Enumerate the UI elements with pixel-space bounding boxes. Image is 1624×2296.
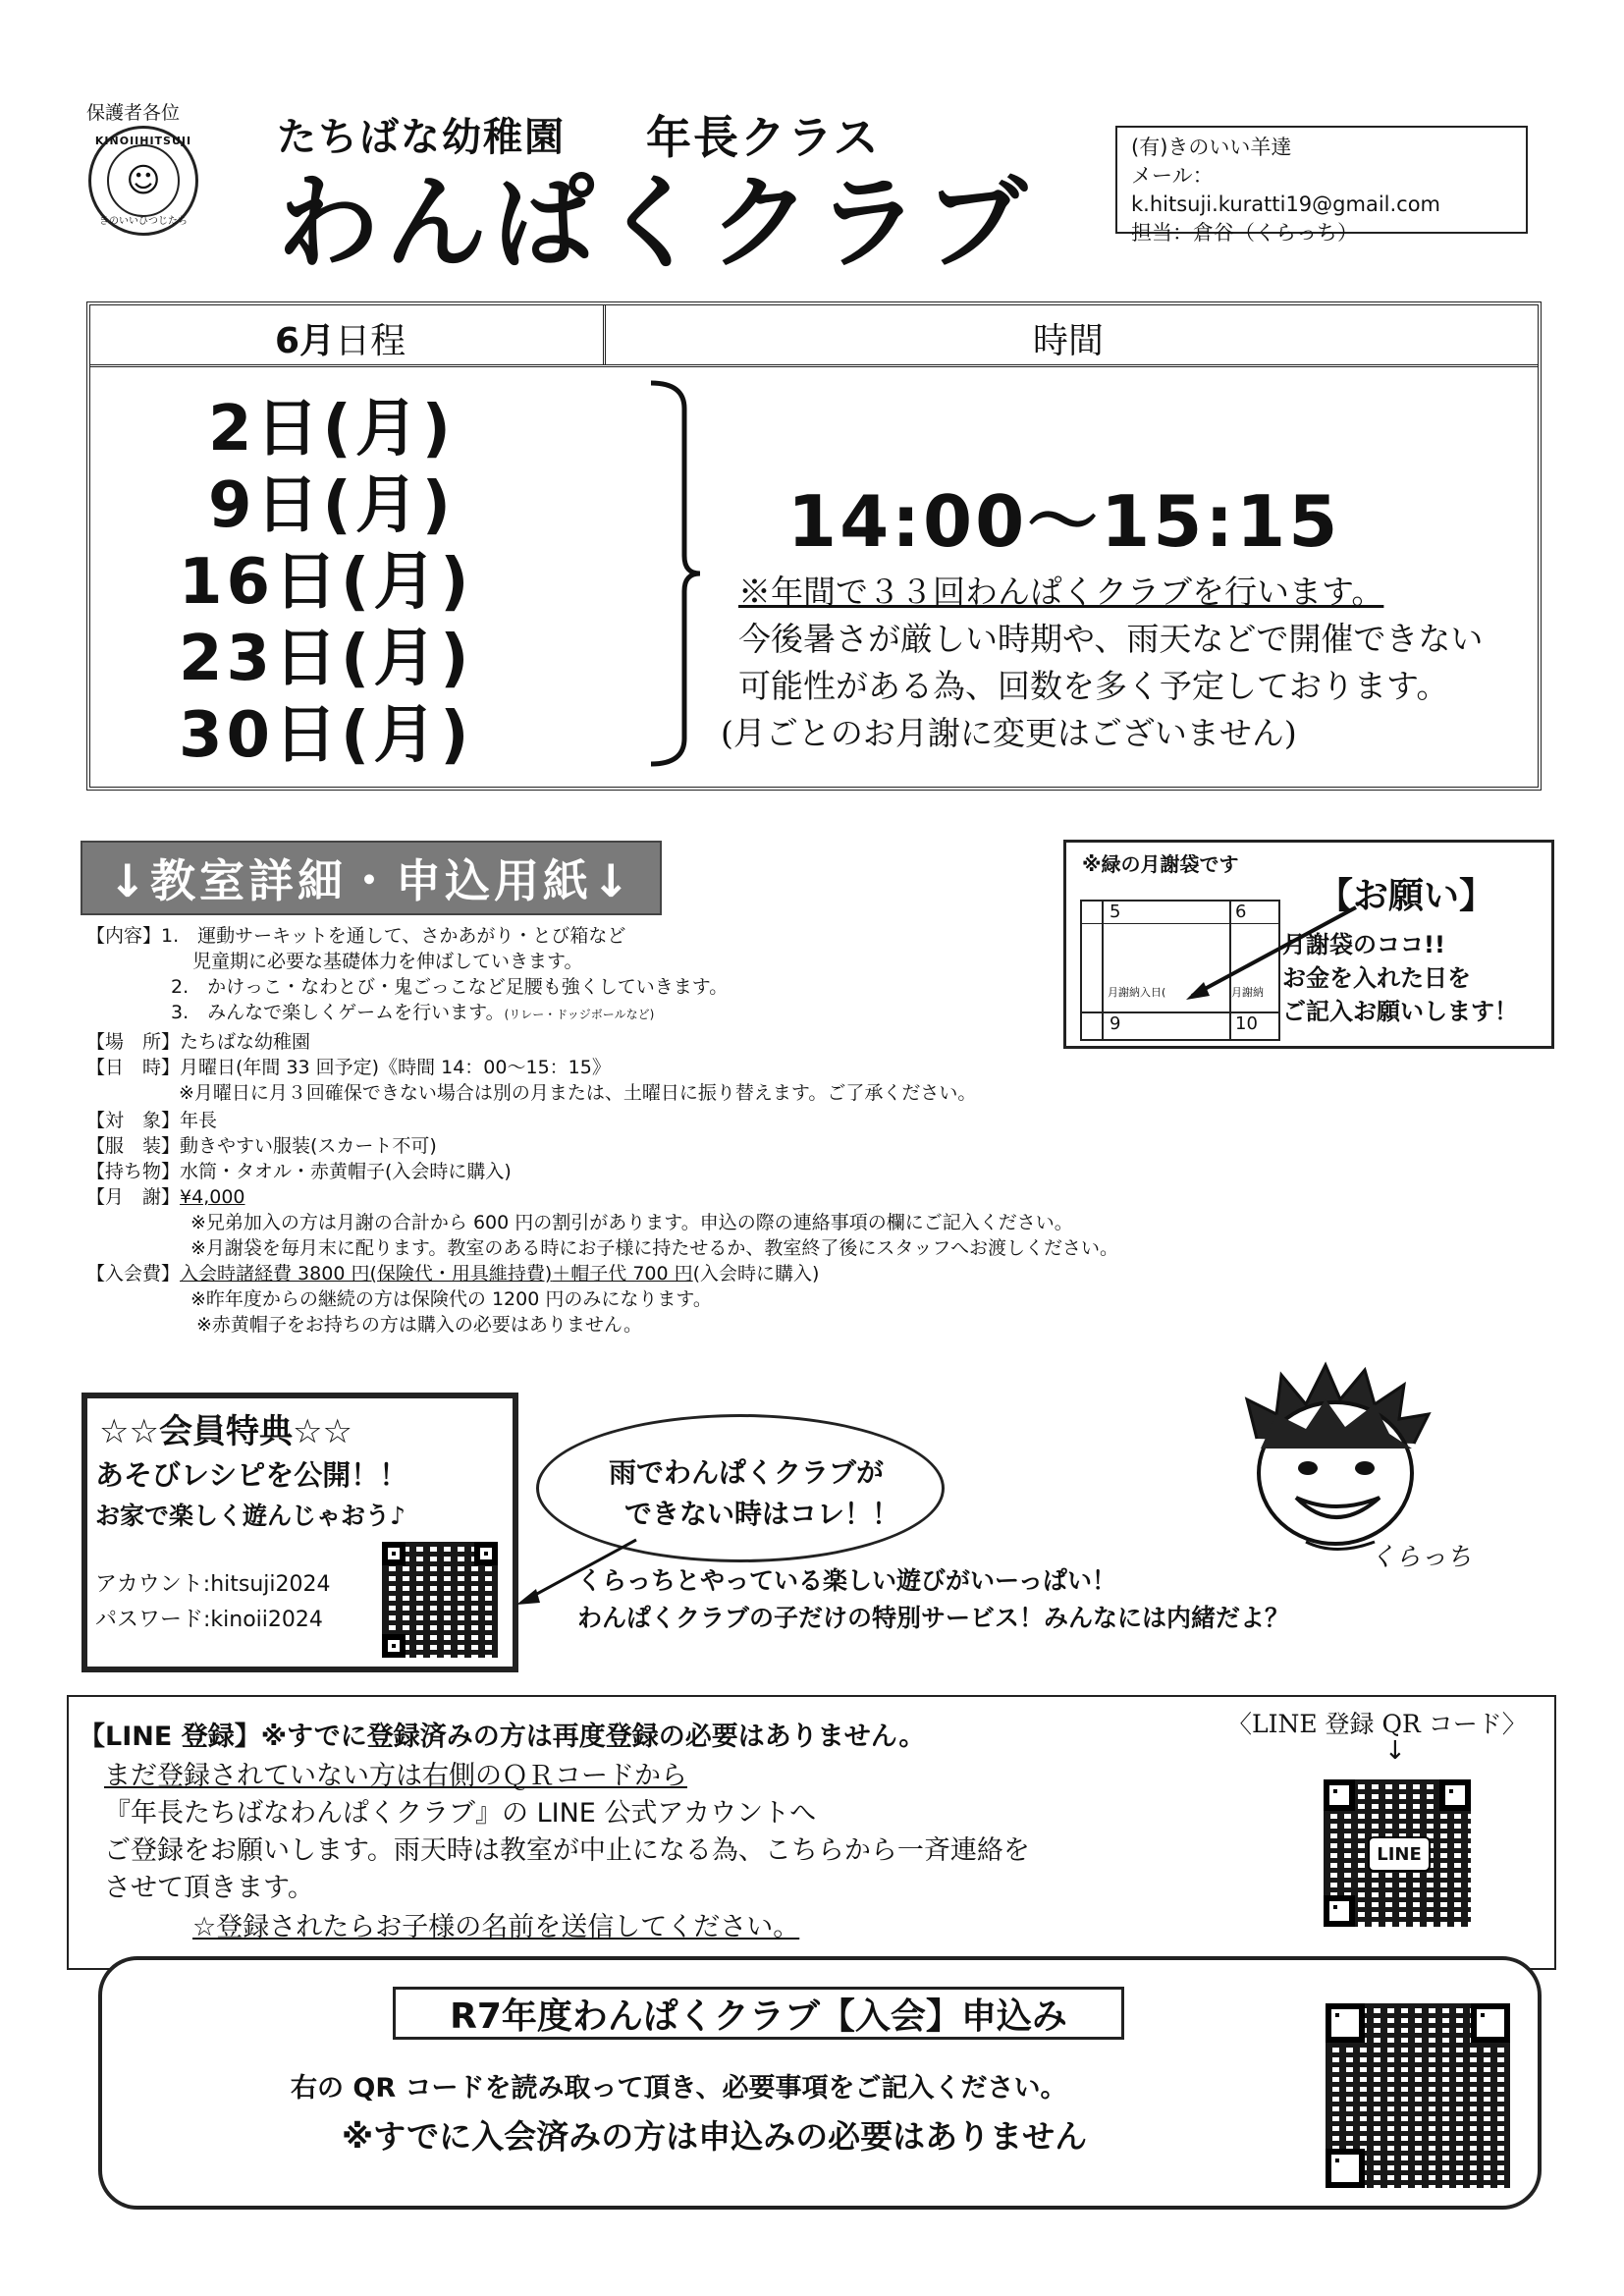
bubble-line-2: できない時はコレ！！ (624, 1498, 900, 1530)
detail-text: 3. みんなで楽しくゲームを行います。 (171, 1002, 505, 1023)
detail-line: 児童期に必要な基礎体力を伸ばしていきます。 (192, 951, 583, 972)
line-qr-code[interactable] (1324, 1779, 1471, 1927)
request-line-3: ご記入お願いします！ (1282, 998, 1518, 1025)
fee-label: 【月 謝】 (86, 1186, 181, 1208)
bracket-icon (645, 379, 704, 768)
page-title: わんぱくクラブ (277, 163, 1034, 283)
detail-line (171, 998, 654, 1024)
entry-fee: 入会時諸経費 3800 円 (180, 1263, 370, 1285)
time-header-label: 時間 (1033, 321, 1105, 361)
bubble-line-1: 雨でわんぱくクラブが (609, 1456, 885, 1489)
bag-caption: ※緑の月謝袋です (1082, 852, 1239, 876)
application-line-2: ※すでに入会済みの方は申込みの必要はありません (342, 2117, 1088, 2156)
company-logo (88, 126, 198, 236)
detail-line: 2. かけっこ・なわとび・鬼ごっこなど足腰も強くしていきます。 (171, 976, 729, 998)
schedule-label: 日程 (335, 321, 406, 361)
member-benefit-box (81, 1393, 518, 1672)
detail-line: 【日 時】月曜日(年間 33 回予定)《時間 14：00～15：15》 (86, 1057, 611, 1078)
line-reg-line-2: 『年長たちばなわんぱくクラブ』の LINE 公式アカウントへ (104, 1798, 817, 1829)
detail-line: 【内容】1. 運動サーキットを通して、さかあがり・とび箱など (86, 925, 626, 947)
member-title: ☆☆会員特典☆☆ (99, 1412, 352, 1451)
promo-line-2: わんぱくクラブの子だけの特別サービス！みんなには内緒だよ？ (577, 1604, 1290, 1632)
schedule-table (86, 301, 1542, 791)
game-note: (リレー・ドッジボールなど) (504, 1008, 655, 1021)
entry-fee-label: 【入会費】 (86, 1263, 181, 1285)
class-time: 14:00～15:15 (787, 480, 1341, 563)
bag-paid-date-label: 月謝納入日( (1108, 986, 1166, 999)
contact-box (1115, 126, 1528, 245)
bag-cell-6: 6 (1235, 902, 1247, 922)
schedule-note-4: (月ごとのお月謝に変更はございません) (721, 714, 1297, 752)
detail-line: ※昨年度からの継続の方は保険代の 1200 円のみになります。 (190, 1288, 712, 1310)
line-reg-line-3: ご登録をお願いします。雨天時は教室が中止になる為、こちらから一斉連絡を (104, 1835, 1030, 1866)
detail-line: 【持ち物】水筒・タオル・赤黄帽子(入会時に購入) (86, 1161, 512, 1182)
detail-line: ※兄弟加入の方は月謝の合計から 600 円の割引があります。申込の際の連絡事項の欄にご記入ください。 (190, 1212, 1073, 1233)
fee-bag-box (1063, 840, 1554, 1049)
detail-line: ※赤黄帽子をお持ちの方は購入の必要はありません。 (196, 1314, 643, 1336)
detail-line: 【場 所】たちばな幼稚園 (86, 1031, 311, 1053)
detail-line: 【対 象】年長 (86, 1110, 218, 1131)
bag-cell-5: 5 (1110, 902, 1121, 922)
request-line-2: お金を入れた日を (1282, 964, 1471, 992)
line-reg-line-4: させて頂きます。 (104, 1873, 314, 1903)
detail-line: ※月曜日に月３回確保できない場合は別の月または、土曜日に振り替えます。ご了承ください。 (179, 1082, 977, 1104)
logo-ring-text: KINOIIHITSUJI (94, 135, 192, 147)
kuratti-character-illustration (1227, 1360, 1453, 1566)
logo-bottom-text: きのいいひつじたち (99, 216, 188, 227)
detail-line: 【服 装】動きやすい服装(スカート不可) (86, 1135, 437, 1157)
member-line-2: お家で楽しく遊んじゃおう♪ (95, 1502, 406, 1530)
down-arrow-icon: ↓ (1384, 1736, 1406, 1766)
company-name: (有)きのいい羊達 (1131, 136, 1292, 159)
line-reg-title-note: ※すでに登録済みの方は再度登録の必要はありません。 (260, 1722, 926, 1752)
date-item: 16日(月) (179, 546, 473, 619)
application-title: R7年度わんぱくクラブ【入会】申込み (393, 1987, 1124, 2040)
line-reg-heading (79, 1715, 925, 1753)
line-reg-title: 【LINE 登録】 (79, 1722, 261, 1752)
monthly-fee: ¥4,000 (180, 1186, 245, 1208)
application-qr-code[interactable] (1326, 2003, 1510, 2188)
entry-fee-note: (保険代・用具維持費) (369, 1263, 553, 1285)
member-password: パスワード:kinoii2024 (95, 1608, 323, 1632)
header-divider (603, 305, 606, 364)
schedule-note-2: 今後暑さが厳しい時期や、雨天などで開催できない (738, 620, 1484, 658)
detail-line (86, 1182, 245, 1209)
application-line-1: 右の QR コードを読み取って頂き、必要事項をご記入ください。 (291, 2073, 1067, 2104)
line-qr-caption: 〈LINE 登録 QR コード〉 (1227, 1710, 1527, 1738)
date-item: 30日(月) (179, 699, 473, 772)
date-item: 2日(月) (208, 393, 456, 465)
line-reg-line-5: ☆登録されたらお子様の名前を送信してください。 (192, 1912, 800, 1942)
member-qr-code[interactable] (382, 1542, 498, 1658)
line-logo-icon: LINE (1368, 1836, 1431, 1872)
bag-cell-10: 10 (1235, 1013, 1258, 1034)
details-banner: ↓教室詳細・申込用紙↓ (81, 841, 662, 915)
recipient: 保護者各位 (86, 102, 181, 124)
date-item: 23日(月) (179, 623, 473, 695)
school-name: たちばな幼稚園 (277, 115, 566, 160)
schedule-note-1: ※年間で３３回わんぱくクラブを行います。 (738, 573, 1384, 611)
line-reg-line-1: まだ登録されていない方は右側のＱＲコードから (104, 1761, 687, 1791)
contact-person: 担当：倉谷（くらっち） (1131, 221, 1358, 245)
month-label: 6月 (275, 321, 336, 361)
contact-email: メール：k.hitsuji.kuratti19@gmail.com (1131, 164, 1441, 216)
bag-paid-label: 月謝納 (1231, 986, 1264, 999)
date-item: 9日(月) (208, 469, 456, 542)
schedule-header-label (275, 313, 406, 363)
hat-fee-note: (入会時に購入) (692, 1263, 820, 1285)
schedule-note-3: 可能性がある為、回数を多く予定しております。 (738, 667, 1449, 705)
sheep-face-icon: ☺ (107, 144, 180, 217)
request-title: 【お願い】 (1318, 876, 1495, 916)
detail-line: ※月謝袋を毎月末に配ります。教室のある時にお子様に持たせるか、教室終了後にスタッフへお渡しください。 (190, 1237, 1119, 1259)
promo-line-1: くらっちとやっている楽しい遊びがいーっぱい！ (577, 1566, 1117, 1595)
bag-cell-9: 9 (1110, 1013, 1121, 1034)
hat-fee: ＋帽子代 700 円 (552, 1263, 693, 1285)
member-line-1: あそびレシピを公開！！ (95, 1458, 408, 1492)
kuratti-signature: くらっち (1370, 1543, 1473, 1572)
detail-line (86, 1259, 819, 1285)
class-name: 年長クラス (646, 111, 881, 164)
request-line-1: 月謝袋のココ!! (1282, 931, 1445, 958)
member-account: アカウント:hitsuji2024 (95, 1572, 331, 1597)
